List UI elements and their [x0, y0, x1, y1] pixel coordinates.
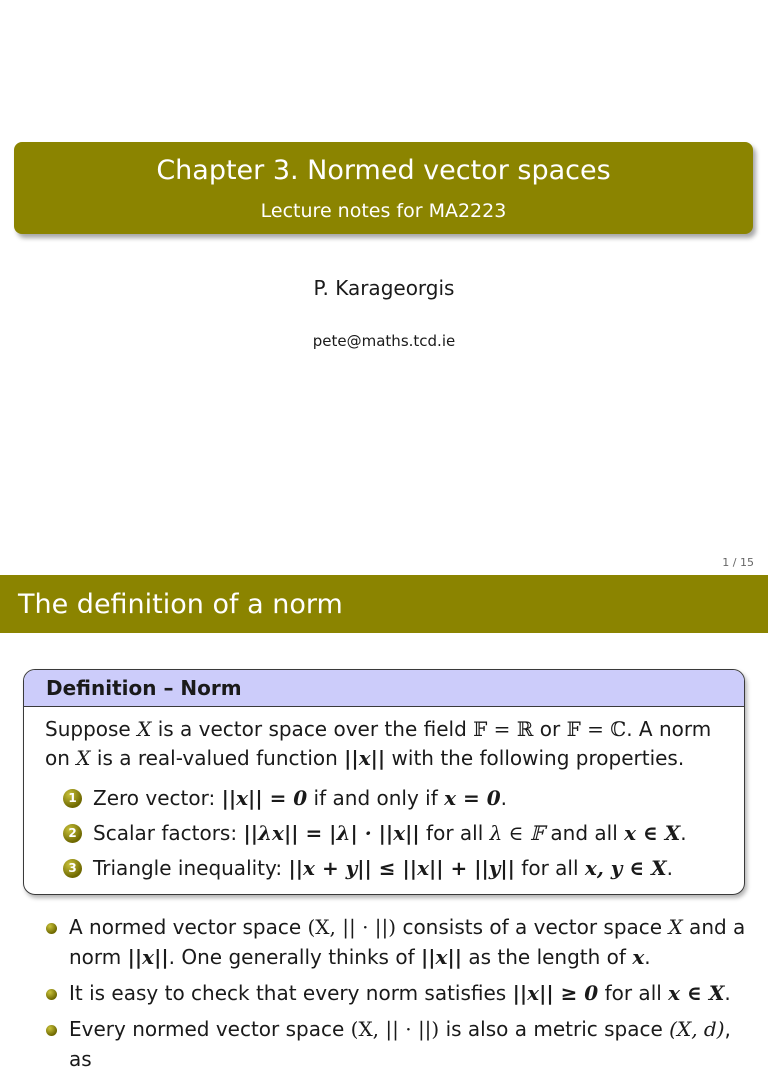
- page-number: 1 / 15: [722, 556, 754, 569]
- presentation-subtitle: Lecture notes for MA2223: [260, 200, 507, 222]
- definition-heading: Definition – Norm: [24, 670, 744, 707]
- author-name: P. Karageorgis: [313, 276, 455, 300]
- definition-intro-line-1: Suppose X is a vector space over the field 𝔽 = ℝ or 𝔽 = ℂ. A norm: [45, 717, 712, 741]
- frame-title: The definition of a norm: [18, 589, 343, 620]
- definition-body: [24, 707, 744, 886]
- bullet-icon: [46, 1025, 57, 1036]
- property-list: [45, 781, 744, 886]
- enumeration-badge: 1: [63, 789, 82, 808]
- enumeration-badge: 2: [63, 824, 82, 843]
- bullet-icon: [46, 989, 57, 1000]
- frame-title-bar: [0, 575, 768, 633]
- bullet-item: Every normed vector space (X, || · ||) is also a metric space (X, d), as: [46, 1014, 746, 1074]
- definition-block: [23, 669, 745, 895]
- author-email: pete@maths.tcd.ie: [312, 332, 456, 350]
- bullet-item: A normed vector space (X, || · ||) consists of a vector space X and a norm ||x||. One generally thinks of ||x|| as the length of x.: [46, 912, 746, 972]
- enumeration-badge: 3: [63, 859, 82, 878]
- property-item: 1 Zero vector: ||x|| = 0 if and only if x = 0 .: [63, 781, 744, 816]
- bullet-item: It is easy to check that every norm satisfies ||x|| ≥ 0 for all x ∈ X.: [46, 978, 746, 1008]
- bullet-list: [46, 912, 746, 1080]
- presentation-title: Chapter 3. Normed vector spaces: [156, 155, 611, 186]
- title-block: [14, 142, 753, 234]
- bullet-icon: [46, 923, 57, 934]
- property-item: 3 Triangle inequality: ||x + y|| ≤ ||x|| + ||y|| for all x, y ∈ X .: [63, 851, 744, 886]
- definition-intro-line-2: on X is a real-valued function ||x|| with the following properties.: [45, 746, 685, 770]
- property-item: 2 Scalar factors: ||λx|| = |λ| · ||x|| for all λ ∈ 𝔽 and all x ∈ X .: [63, 816, 744, 851]
